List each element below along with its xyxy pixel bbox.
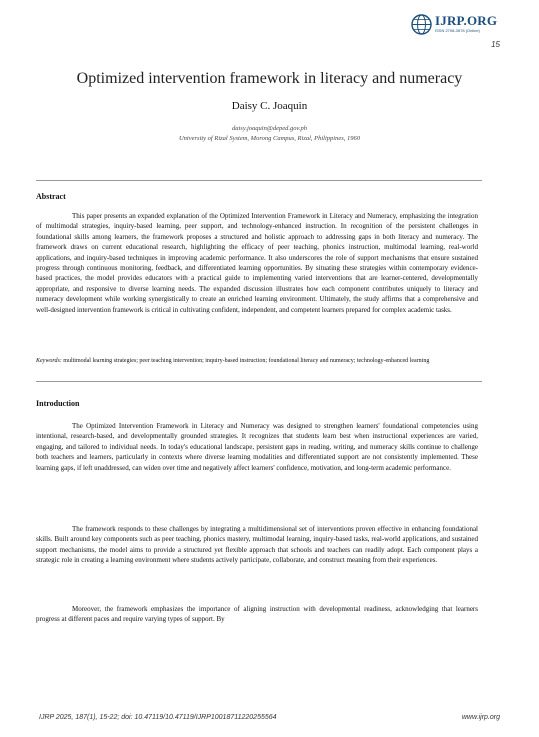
keywords [36, 357, 478, 367]
footer-citation: IJRP 2025, 187(1), 15-22; doi: 10.47119/10.47119/IJRP1001871122025556​4 [39, 714, 277, 721]
globe-logo-icon [411, 14, 432, 35]
logo-name: IJRP.ORG [435, 13, 498, 28]
author-affiliation: University of Rizal System, Morong Campus, Rizal, Philippines, 1960 [178, 135, 361, 142]
abstract-text: This paper presents an expanded explanation of the Optimized Intervention Framework in Literacy and Numeracy, emphasizing the integration of multimodal strategies, inquiry-based learning, peer support, and technology-enhanced instruction. In recognition of the persistent challenges in foundational skills among learners, the framework proposes a structured and holistic approach to addressing gaps in both literacy and numeracy. The framework draws on current educational research, highlighting the efficacy of peer teaching, phonics instruction, multimodal learning, real-world applications, and inquiry-based techniques in improving academic performance. It also underscores the role of support mechanisms that ensure sustained progress through continuous monitoring, feedback, and differentiated learning opportunities. By situating these strategies within contemporary evidence-based practices, the model provides educators with a practical guide to implementing varied interventions that are learner-centered, developmentally appropriate, and responsive to diverse learning needs. The expanded discussion illustrates how each component contributes uniquely to literacy and numeracy development while working synergistically to create an enriched learning environment. Ultimately, the study affirms that a comprehensive and well-designed intervention framework is critical in cultivating confident, independent, and competent learners prepared for complex academic tasks. [36, 212, 478, 314]
author-email: daisy.joaquin@deped.gov.ph [231, 125, 307, 132]
divider [36, 381, 482, 382]
intro-paragraph: Moreover, the framework emphasizes the importance of aligning instruction with developmental readiness, acknowledging that learners progress at different paces and require varying types of support. By [36, 605, 478, 624]
paper-title: Optimized intervention framework in literacy and numeracy [76, 70, 463, 87]
intro-paragraph: The framework responds to these challenges by integrating a multidimensional set of interventions proven effective in enhancing foundational skills. Built around key components such as peer teaching, phonics mastery, multimodal learning, inquiry-based tasks, real-world applications, and sustained support mechanisms, the model aims to provide a structured yet flexible approach that schools and teachers can readily adopt. Each component plays a strategic role in creating a learning environment where students actively participate, collaborate, and construct meaning from their experiences. [36, 525, 478, 565]
abstract-heading: Abstract [36, 192, 66, 201]
journal-logo [411, 13, 501, 35]
keywords-text: multimodal learning strategies; peer teaching intervention; inquiry-based instruction; foundational literacy and numeracy; technology-enhanced learning [63, 358, 430, 364]
divider [36, 180, 482, 181]
page-number: 15 [491, 40, 500, 49]
intro-paragraph: The Optimized Intervention Framework in Literacy and Numeracy was designed to strengthen learners' foundational competencies using intentional, research-based, and developmentally grounded strategies. It recognizes that students learn best when instructional experiences are varied, engaging, and tailored to individual needs. In today's educational landscape, persistent gaps in reading, writing, and numeracy skills continue to challenge both teachers and learners, particularly in contexts where diverse learning modalities and differentiated support are not consistently implemented. These learning gaps, if left unaddressed, can widen over time and negatively affect learners' confidence, motivation, and long-term academic performance. [36, 422, 478, 472]
keywords-label: Keywords: [36, 358, 62, 364]
footer-website: www.ijrp.org [461, 714, 500, 721]
introduction-heading: Introduction [36, 399, 80, 408]
logo-tagline: ISSN 2708-3578 (Online) [435, 28, 480, 33]
author-name: Daisy C. Joaquin [231, 100, 308, 112]
